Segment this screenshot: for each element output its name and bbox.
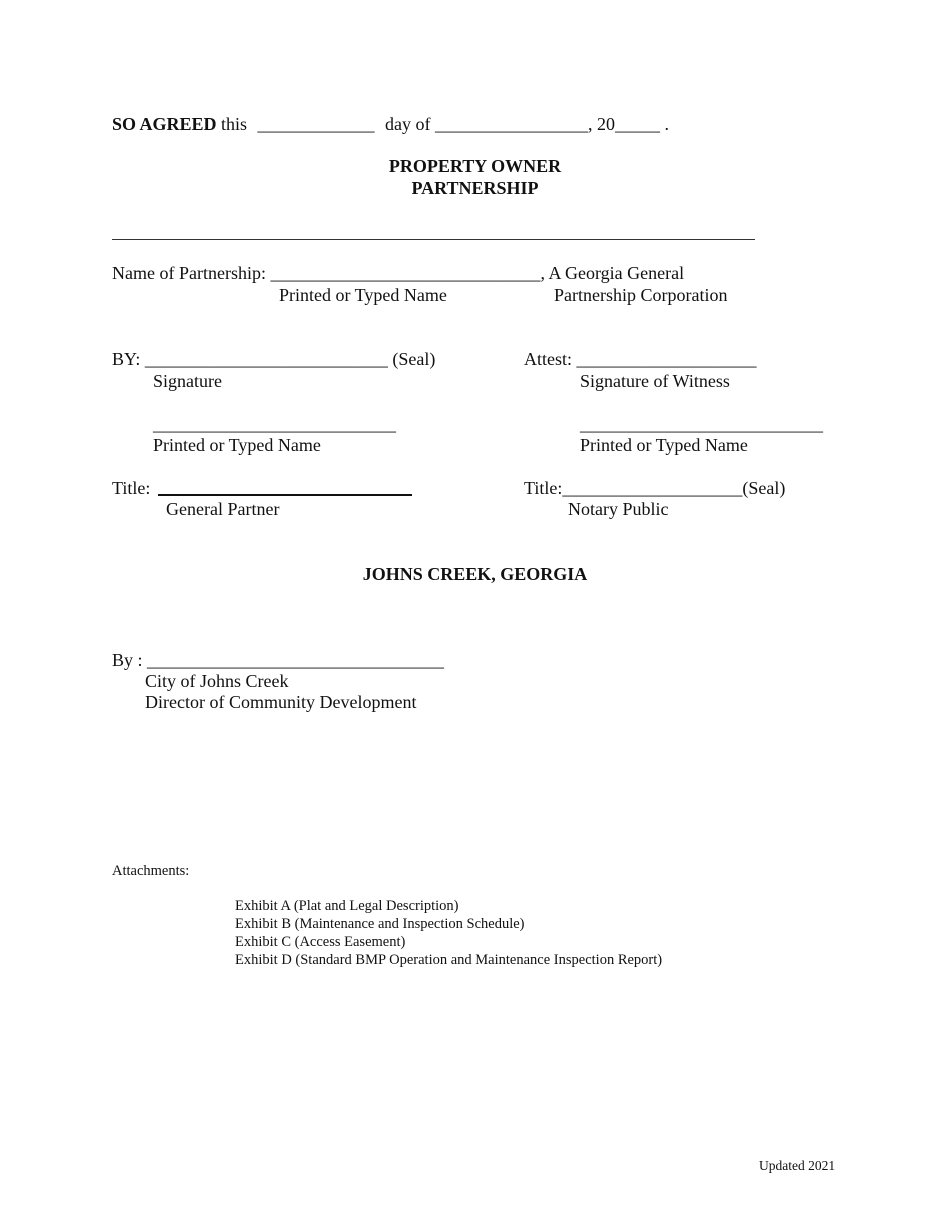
- month-blank[interactable]: _________________: [435, 114, 589, 134]
- by-line: [112, 348, 435, 370]
- signature-caption: Signature: [153, 371, 222, 391]
- title-label: Title:: [112, 478, 151, 498]
- witness-caption: Signature of Witness: [580, 371, 730, 391]
- exhibit-d: Exhibit D (Standard BMP Operation and Maintenance Inspection Report): [235, 952, 663, 968]
- agreement-date-line: [112, 113, 669, 135]
- notary-title-line: [524, 477, 785, 499]
- seal-label: (Seal): [392, 349, 436, 369]
- signature-blank[interactable]: ___________________________: [144, 349, 388, 369]
- attest-label: Attest:: [524, 349, 572, 369]
- exhibit-a: Exhibit A (Plat and Legal Description): [235, 898, 459, 914]
- notary-seal-label: (Seal): [742, 478, 786, 498]
- partnership-name-label: Name of Partnership:: [112, 263, 266, 283]
- by-label: BY:: [112, 349, 141, 369]
- exhibit-c: Exhibit C (Access Easement): [235, 934, 406, 950]
- day-of-label: day of: [385, 114, 431, 134]
- partnership-heading: PARTNERSHIP: [411, 178, 539, 198]
- title-blank[interactable]: [158, 494, 412, 496]
- city-by-line: [112, 649, 444, 671]
- city-by-label: By :: [112, 650, 143, 670]
- director-title: Director of Community Development: [145, 692, 417, 712]
- printed-name-caption-left: Printed or Typed Name: [153, 435, 321, 455]
- partnership-name-blank[interactable]: ______________________________: [270, 263, 541, 283]
- witness-signature-blank[interactable]: ____________________: [576, 349, 757, 369]
- partnership-type-caption: Partnership Corporation: [554, 285, 728, 305]
- attest-line: [524, 348, 757, 370]
- johns-creek-heading: JOHNS CREEK, GEORGIA: [362, 564, 588, 584]
- updated-footer: Updated 2021: [759, 1158, 836, 1173]
- general-partner-caption: General Partner: [166, 499, 280, 519]
- day-blank[interactable]: _____________: [257, 114, 375, 134]
- this-label: this: [221, 114, 248, 134]
- so-agreed-label: SO AGREED: [112, 114, 217, 134]
- property-owner-heading: PROPERTY OWNER: [388, 156, 562, 176]
- notary-title-label: Title:: [524, 478, 563, 498]
- city-signature-blank-tail[interactable]: __: [426, 650, 445, 670]
- city-signature-blank[interactable]: _______________________________: [147, 650, 427, 670]
- city-name: City of Johns Creek: [145, 671, 289, 691]
- printed-name-caption-right: Printed or Typed Name: [580, 435, 748, 455]
- top-rule: [112, 239, 755, 240]
- exhibit-b: Exhibit B (Maintenance and Inspection Schedule): [235, 916, 525, 932]
- attachments-label: Attachments:: [112, 863, 190, 879]
- printed-name-caption: Printed or Typed Name: [279, 285, 447, 305]
- partnership-name-line: [112, 262, 684, 284]
- partnership-name-suffix: , A Georgia General: [540, 263, 685, 283]
- printed-name-blank-right[interactable]: ___________________________: [580, 414, 823, 434]
- printed-name-blank-left[interactable]: ___________________________: [153, 414, 396, 434]
- notary-title-blank[interactable]: ____________________: [562, 478, 743, 498]
- notary-public-caption: Notary Public: [568, 499, 669, 519]
- year-blank[interactable]: , 20_____ .: [588, 114, 670, 134]
